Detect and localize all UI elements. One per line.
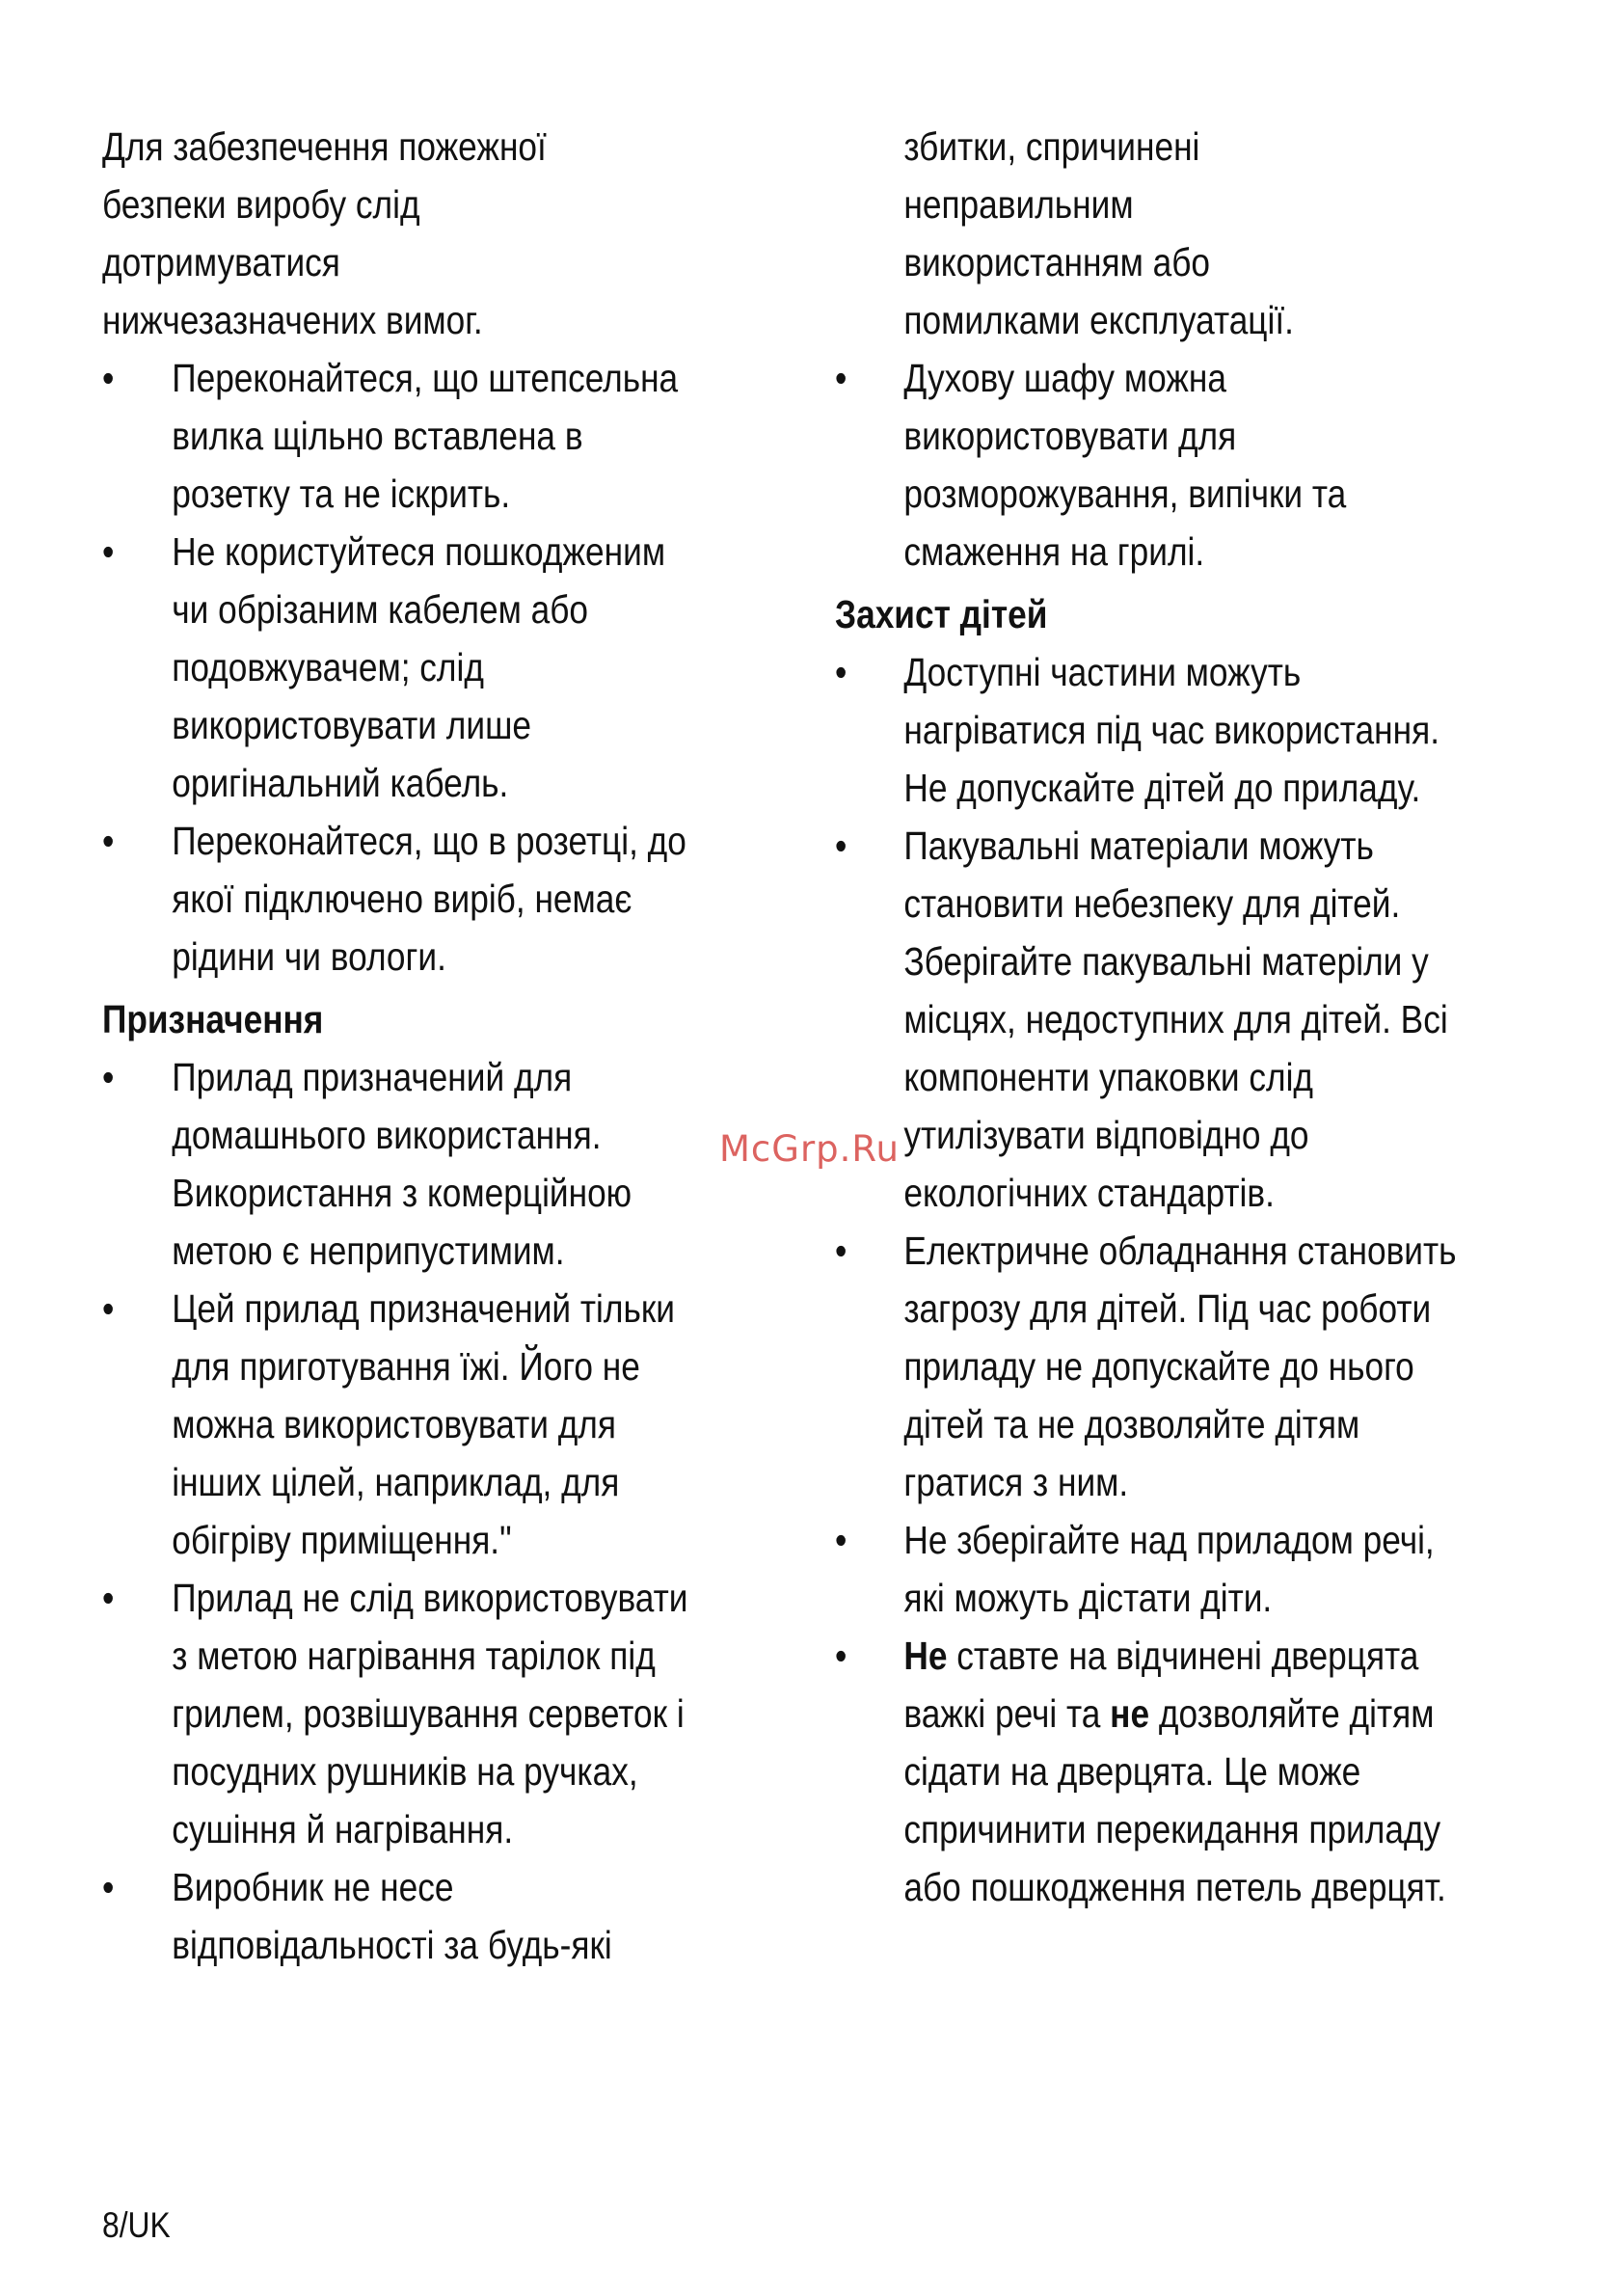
- list-item-text: Переконайтеся, що в розетці, до якої підключено виріб, немає рідини чи вологи.: [172, 819, 686, 979]
- bullet: •: [102, 1576, 115, 1620]
- list-item-text: Виробник не несе відповідальності за будь-які: [172, 1865, 612, 1967]
- list-item-text: Переконайтеся, що штепсельна вилка щільно вставлена в розетку та не іскрить.: [172, 356, 679, 516]
- bullet: •: [102, 819, 115, 863]
- list-item: [102, 523, 703, 812]
- continuation-text: збитки, спричинені неправильним використанням або помилками експлуатації.: [903, 124, 1294, 342]
- bullet: •: [835, 1634, 847, 1678]
- list-item: [102, 1858, 703, 1974]
- text-run: ставте на відчинені дверцята важкі речі та: [903, 1634, 1419, 1736]
- bullet: •: [102, 529, 115, 574]
- list-item: [835, 349, 1435, 581]
- purpose-list: [102, 1048, 757, 1974]
- list-item-text: Цей прилад призначений тільки для приготування їжі. Його не можна використовувати для інших цілей, наприклад, для обігріву приміщення.": [172, 1286, 675, 1562]
- bullet: •: [835, 1518, 847, 1562]
- list-item: [102, 349, 703, 523]
- list-item-text: Доступні частини можуть нагріватися під час використання. Не допускайте дітей до приладу.: [903, 650, 1440, 810]
- text-run: дозволяйте дітям сідати на дверцята. Це може спричинити перекидання приладу або пошкодження петель дверцят.: [903, 1691, 1446, 1909]
- bullet: •: [835, 824, 847, 868]
- list-item-text: [903, 1634, 1445, 1909]
- watermark-text: McGrp.Ru: [719, 1128, 900, 1170]
- list-item-text: Прилад не слід використовувати з метою нагрівання тарілок під грилем, розвішування серветок і посудних рушників на ручках, сушіння й нагрівання.: [172, 1576, 688, 1851]
- emphasis: Не: [903, 1634, 948, 1678]
- bullet: •: [102, 1286, 115, 1331]
- list-item: [102, 1048, 703, 1280]
- list-item-text: Не зберігайте над приладом речі, які можуть дістати діти.: [903, 1518, 1435, 1620]
- list-item: [835, 643, 1451, 817]
- list-item: [102, 1569, 703, 1858]
- bullet: •: [102, 1865, 115, 1909]
- list-item: [835, 1627, 1484, 1916]
- list-item-text: Не користуйтеся пошкодженим чи обрізаним кабелем або подовжувачем; слід використовувати лише оригінальний кабель.: [172, 529, 666, 805]
- bullet: •: [102, 1055, 115, 1099]
- oven-list: [835, 349, 1520, 581]
- left-column: [102, 118, 757, 1974]
- section-heading-child-protection: Захист дітей: [835, 592, 1048, 636]
- list-item-text: Прилад призначений для домашнього використання. Використання з комерційною метою є неприпустимим.: [172, 1055, 632, 1273]
- bullet: •: [835, 1229, 847, 1273]
- bullet: •: [102, 356, 115, 400]
- list-item: [835, 1222, 1484, 1511]
- right-column: [835, 118, 1520, 1916]
- list-item-text: Духову шафу можна використовувати для розморожування, випічки та смаження на грилі.: [903, 356, 1347, 574]
- intro-paragraph: Для забезпечення пожежної безпеки виробу слід дотримуватися нижчезазначених вимог.: [102, 124, 547, 342]
- emphasis: не: [1110, 1691, 1150, 1736]
- child-protection-list: [835, 643, 1520, 1916]
- list-item-text: Електричне обладнання становить загрозу для дітей. Під час роботи приладу не допускайте до нього дітей та не дозволяйте дітям гратися з ним.: [903, 1229, 1457, 1504]
- bullet: •: [835, 650, 847, 694]
- bullet: •: [835, 356, 847, 400]
- list-item: [102, 1280, 703, 1569]
- fire-safety-list: [102, 349, 757, 986]
- section-heading-purpose: Призначення: [102, 997, 324, 1041]
- list-item: [835, 1511, 1451, 1627]
- list-item-text: Пакувальні матеріали можуть становити небезпеку для дітей. Зберігайте пакувальні матеріли у місцях, недоступних для дітей. Всі компоненти упаковки слід утилізувати відповідно до екологічних стандартів.: [903, 824, 1448, 1215]
- page-number: 8/UK: [102, 2205, 171, 2245]
- list-item: [835, 817, 1496, 1222]
- list-item: [102, 812, 703, 986]
